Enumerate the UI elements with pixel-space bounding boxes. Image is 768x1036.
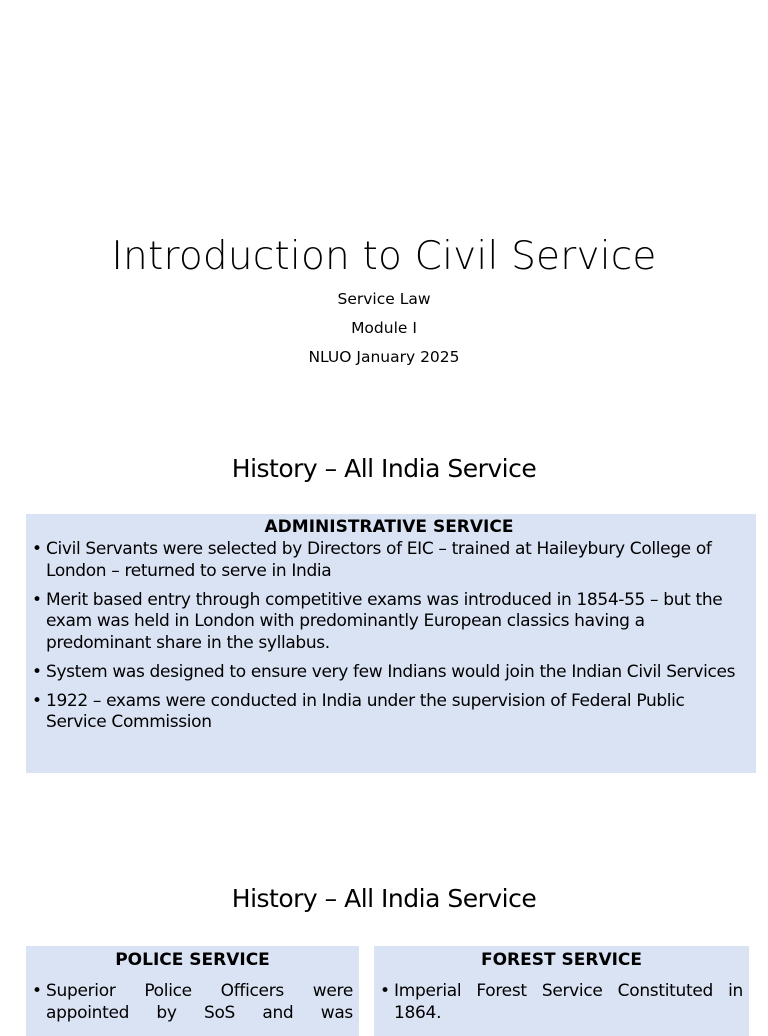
list-item	[32, 590, 746, 655]
bullet-text: System was designed to ensure very few Indians would join the Indian Civil Services	[46, 661, 736, 682]
presentation-title: Introduction to Civil Service	[111, 234, 657, 279]
administrative-service-box	[26, 514, 756, 773]
title-slide	[0, 0, 768, 410]
bullet-text: Merit based entry through competitive exams was introduced in 1854-55 – but the exam was held in London with predominantly European classics having a predominant share in the syllabus.	[46, 589, 723, 653]
history-slide-administrative	[0, 410, 768, 810]
list-item	[380, 980, 743, 1024]
bullet-icon: •	[32, 539, 42, 559]
subtitle-module: Module I	[351, 319, 417, 337]
list-item	[32, 539, 746, 582]
slide-title: History – All India Service	[231, 454, 537, 483]
bullet-text: 1922 – exams were conducted in India under the supervision of Federal Public Service Commission	[46, 690, 685, 732]
list-item	[32, 662, 746, 684]
bullet-icon: •	[32, 661, 42, 682]
bullet-list	[380, 980, 743, 1024]
subtitle-date: NLUO January 2025	[308, 348, 460, 366]
bullet-icon: •	[380, 981, 390, 1001]
bullet-icon: •	[32, 589, 42, 610]
list-item	[32, 691, 746, 734]
box-heading: ADMINISTRATIVE SERVICE	[264, 517, 514, 537]
bullet-text: Superior Police Officers were appointed by SoS and was	[46, 981, 353, 1023]
bullet-list	[32, 980, 353, 1024]
box-heading: FOREST SERVICE	[480, 950, 643, 970]
box-heading: POLICE SERVICE	[115, 950, 270, 970]
forest-service-box	[374, 946, 749, 1036]
bullet-icon: •	[32, 981, 42, 1001]
history-slide-police-forest	[0, 840, 768, 1024]
police-service-box	[26, 946, 359, 1036]
slide-title: History – All India Service	[231, 884, 537, 913]
subtitle-course: Service Law	[337, 290, 431, 308]
bullet-list	[32, 539, 746, 734]
bullet-icon: •	[32, 690, 42, 711]
list-item	[32, 980, 353, 1024]
bullet-text: Civil Servants were selected by Directors of EIC – trained at Haileybury College of London – returned to serve in India	[46, 539, 712, 581]
bullet-text: Imperial Forest Service Constituted in 1864.	[394, 981, 743, 1023]
